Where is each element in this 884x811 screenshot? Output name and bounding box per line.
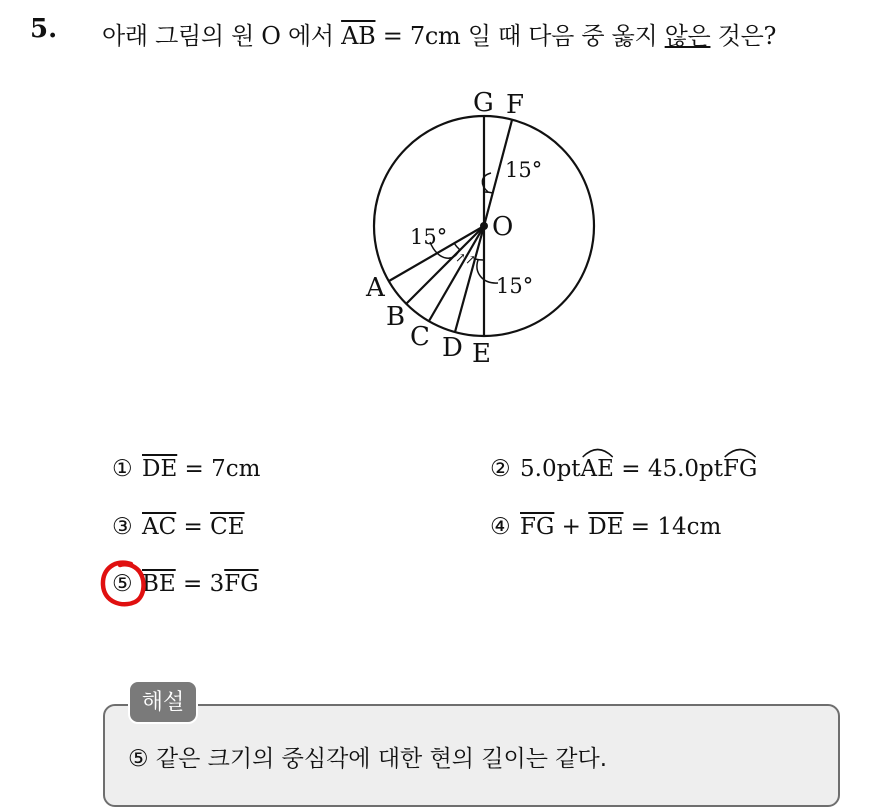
angle-arc-top [484,192,493,193]
angle-arc-right [475,259,484,260]
explanation-text: ⑤ 같은 크기의 중심각에 대한 현의 길이는 같다. [128,746,608,772]
question-number: 5. [30,14,58,44]
label-b: B [386,302,406,332]
arc-mark-icon [723,444,757,458]
choice-3 [112,514,245,540]
choice-2-arc-1-text: AE [580,456,614,482]
label-a: A [366,273,385,303]
choice-1-rest: = 7cm [177,456,261,482]
question-text-post: 것은? [710,22,777,50]
choice-1-segment: $\overline{DE}$ [142,456,178,482]
choice-4-rest: = 14cm [623,514,722,540]
choice-1 [112,456,260,482]
label-d: D [442,333,463,363]
choice-2-mid: = 45.0pt [613,456,724,482]
choice-1-mark: ① [112,456,133,482]
arrow-glyph-1: ↗ [455,251,466,266]
choice-5-mark: ⑤ [112,571,133,597]
label-e: E [472,339,491,369]
choice-2-arc-1 [581,456,614,482]
underlined-word: 않은 [664,22,711,50]
choice-5-segment-2: $\overline{FG}$ [224,571,259,597]
label-c: C [410,322,430,352]
angle-arc-left [454,243,460,250]
angle-pointer-right [477,260,498,283]
choice-2-arc-2 [723,456,757,482]
choice-4-segment-1: $\overline{FG}$ [520,514,555,540]
choice-4-mid: + [554,514,589,540]
angle-label-left: 15° [410,225,448,249]
choice-2-prefix: 5.0pt [520,456,581,482]
label-g: G [473,88,494,118]
question-text-mid: = 7cm 일 때 다음 중 옳지 [375,22,665,50]
angle-label-right: 15° [496,274,534,298]
arrow-glyph-2: ↗ [465,253,476,268]
label-f: F [506,90,525,120]
choice-3-segment-2: $\overline{CE}$ [210,514,245,540]
circle-figure [350,80,610,380]
answer-circle-mark [98,558,148,610]
arc-mark-icon [581,444,614,458]
center-dot [480,222,488,230]
choice-2-mark: ② [490,456,511,482]
choice-3-segment-1: $\overline{AC}$ [142,514,177,540]
choice-4 [490,514,721,540]
choice-5-segment-1: $\overline{BE}$ [142,571,176,597]
choice-2 [490,456,757,482]
label-o: O [492,212,514,242]
choice-4-segment-2: $\overline{DE}$ [588,514,624,540]
question-text [102,16,776,51]
choice-3-mid: = [176,514,211,540]
arc-arrows [455,251,476,268]
choice-5-mid: = 3 [175,571,225,597]
question-text-pre: 아래 그림의 원 O 에서 [102,22,342,50]
explanation-tab: 해설 [128,680,198,724]
choice-2-arc-2-text: FG [723,456,758,482]
choice-3-mark: ③ [112,514,133,540]
angle-label-top: 15° [505,158,543,182]
segment-ab: $\overline{AB}$ [341,22,376,50]
choice-4-mark: ④ [490,514,511,540]
